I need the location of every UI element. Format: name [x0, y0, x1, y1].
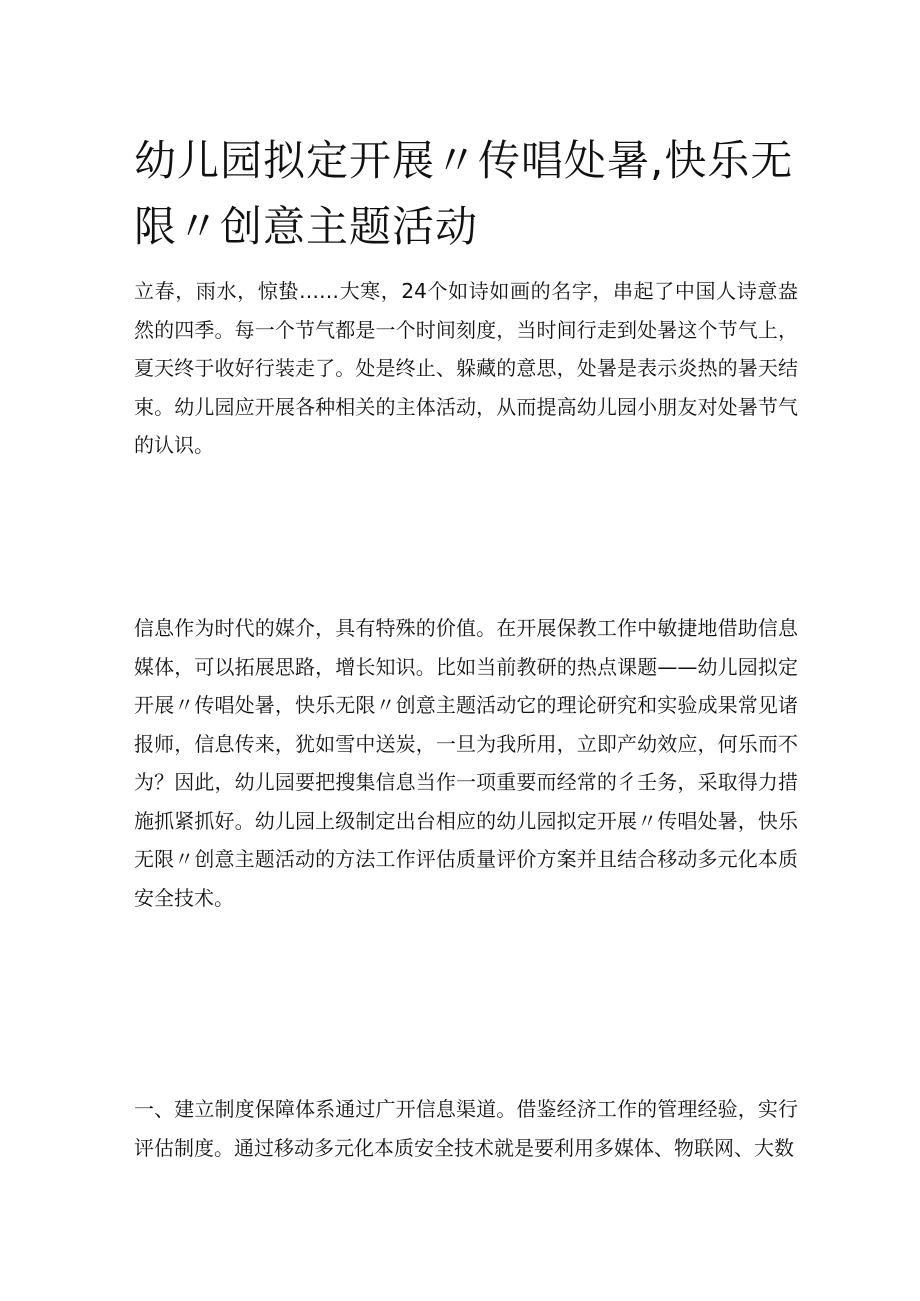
paragraph-information: 信息作为时代的媒介，具有特殊的价值。在开展保教工作中敏捷地借助信息媒体，可以拓展思路，增长知识。比如当前教研的热点课题——幼儿园拟定开展〃传唱处暑，快乐无限〃创意主题活动它的理论研究和实验成果常见诸报师，信息传来，犹如雪中送炭，一旦为我所用，立即产幼效应，何乐而不为？因此，幼儿园要把搜集信息当作一项重要而经常的彳壬务，采取得力措施抓紧抓好。幼儿园上级制定出台相应的幼儿园拟定开展〃传唱处暑，快乐无限〃创意主题活动的方法工作评估质量评价方案并且结合移动多元化本质安全技术。: [134, 616, 798, 910]
paragraph-intro: 立春，雨水，惊蛰……大寒，24个如诗如画的名字，串起了中国人诗意盎然的四季。每一个节气都是一个时间刻度，当时间行走到处暑这个节气上，夏天终于收好行装走了。处是终止、躲藏的意思，处暑是表示炎热的暑天结束。幼儿园应开展各种相关的主体活动，从而提高幼儿园小朋友对处暑节气的认识。: [134, 279, 798, 457]
paragraph-section-one: 一、建立制度保障体系通过广开信息渠道。借鉴经济工作的管理经验，实行评估制度。通过移动多元化本质安全技术就是要利用多媒体、物联网、大数: [134, 1097, 798, 1160]
document-title: 幼儿园拟定开展〃传唱处暑,快乐无限〃创意主题活动: [134, 136, 794, 251]
